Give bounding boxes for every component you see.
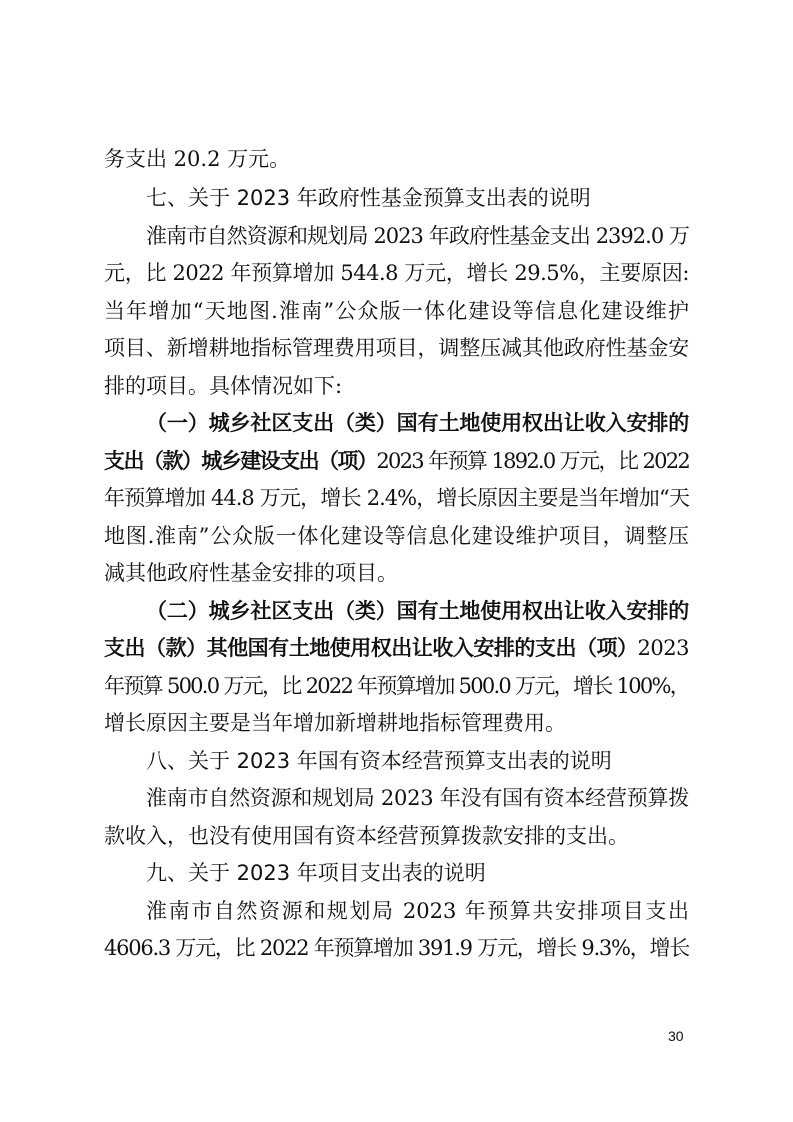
text-line: 元，比 2022 年预算增加 544.8 万元，增长 29.5%，主要原因: <box>104 261 689 285</box>
section-heading-9: 九、关于 2023 年项目支出表的说明 <box>146 861 486 885</box>
text-span: 2023 <box>637 636 689 660</box>
text-line: 地图.淮南”公众版一体化建设等信息化建设维护项目，调整压 <box>104 524 689 548</box>
text-line <box>104 633 689 663</box>
subsection-heading-1: （一）城乡社区支出（类）国有土地使用权出让收入安排的 <box>146 411 689 435</box>
subsection-heading-2: （二）城乡社区支出（类）国有土地使用权出让收入安排的 <box>146 599 689 623</box>
text-line: 款收入，也没有使用国有资本经营预算拨款安排的支出。 <box>104 824 629 848</box>
text-line: 4606.3 万元，比 2022 年预算增加 391.9 万元，增长 9.3%，增长 <box>104 936 689 960</box>
subsection-heading-1-cont: 支出（款）城乡建设支出（项） <box>104 449 377 473</box>
text-line: 年预算 500.0 万元，比 2022 年预算增加 500.0 万元，增长 100%， <box>104 674 689 698</box>
text-line: 务支出 20.2 万元。 <box>104 147 291 171</box>
text-line: 年预算增加 44.8 万元，增长 2.4%，增长原因主要是当年增加“天 <box>104 486 689 510</box>
section-heading-8: 八、关于 2023 年国有资本经营预算支出表的说明 <box>146 749 612 773</box>
text-line: 淮南市自然资源和规划局 2023 年没有国有资本经营预算拨 <box>146 786 689 810</box>
section-heading-7: 七、关于 2023 年政府性基金预算支出表的说明 <box>146 186 591 210</box>
text-span: 2023 年预算 1892.0 万元，比 2022 <box>376 449 689 473</box>
text-line: 淮南市自然资源和规划局 2023 年预算共安排项目支出 <box>146 899 689 923</box>
text-line: 当年增加“天地图.淮南”公众版一体化建设等信息化建设维护 <box>104 299 689 323</box>
page-number: 30 <box>668 1028 684 1044</box>
text-line: 项目、新增耕地指标管理费用项目，调整压减其他政府性基金安 <box>104 336 689 360</box>
text-line: 淮南市自然资源和规划局 2023 年政府性基金支出 2392.0 万 <box>146 224 689 248</box>
text-line <box>104 446 689 476</box>
text-line: 增长原因主要是当年增加新增耕地指标管理费用。 <box>104 711 566 735</box>
text-line: 排的项目。具体情况如下: <box>104 374 343 398</box>
subsection-heading-2-cont: 支出（款）其他国有土地使用权出让收入安排的支出（项） <box>104 636 638 660</box>
text-line: 减其他政府性基金安排的项目。 <box>104 561 398 585</box>
